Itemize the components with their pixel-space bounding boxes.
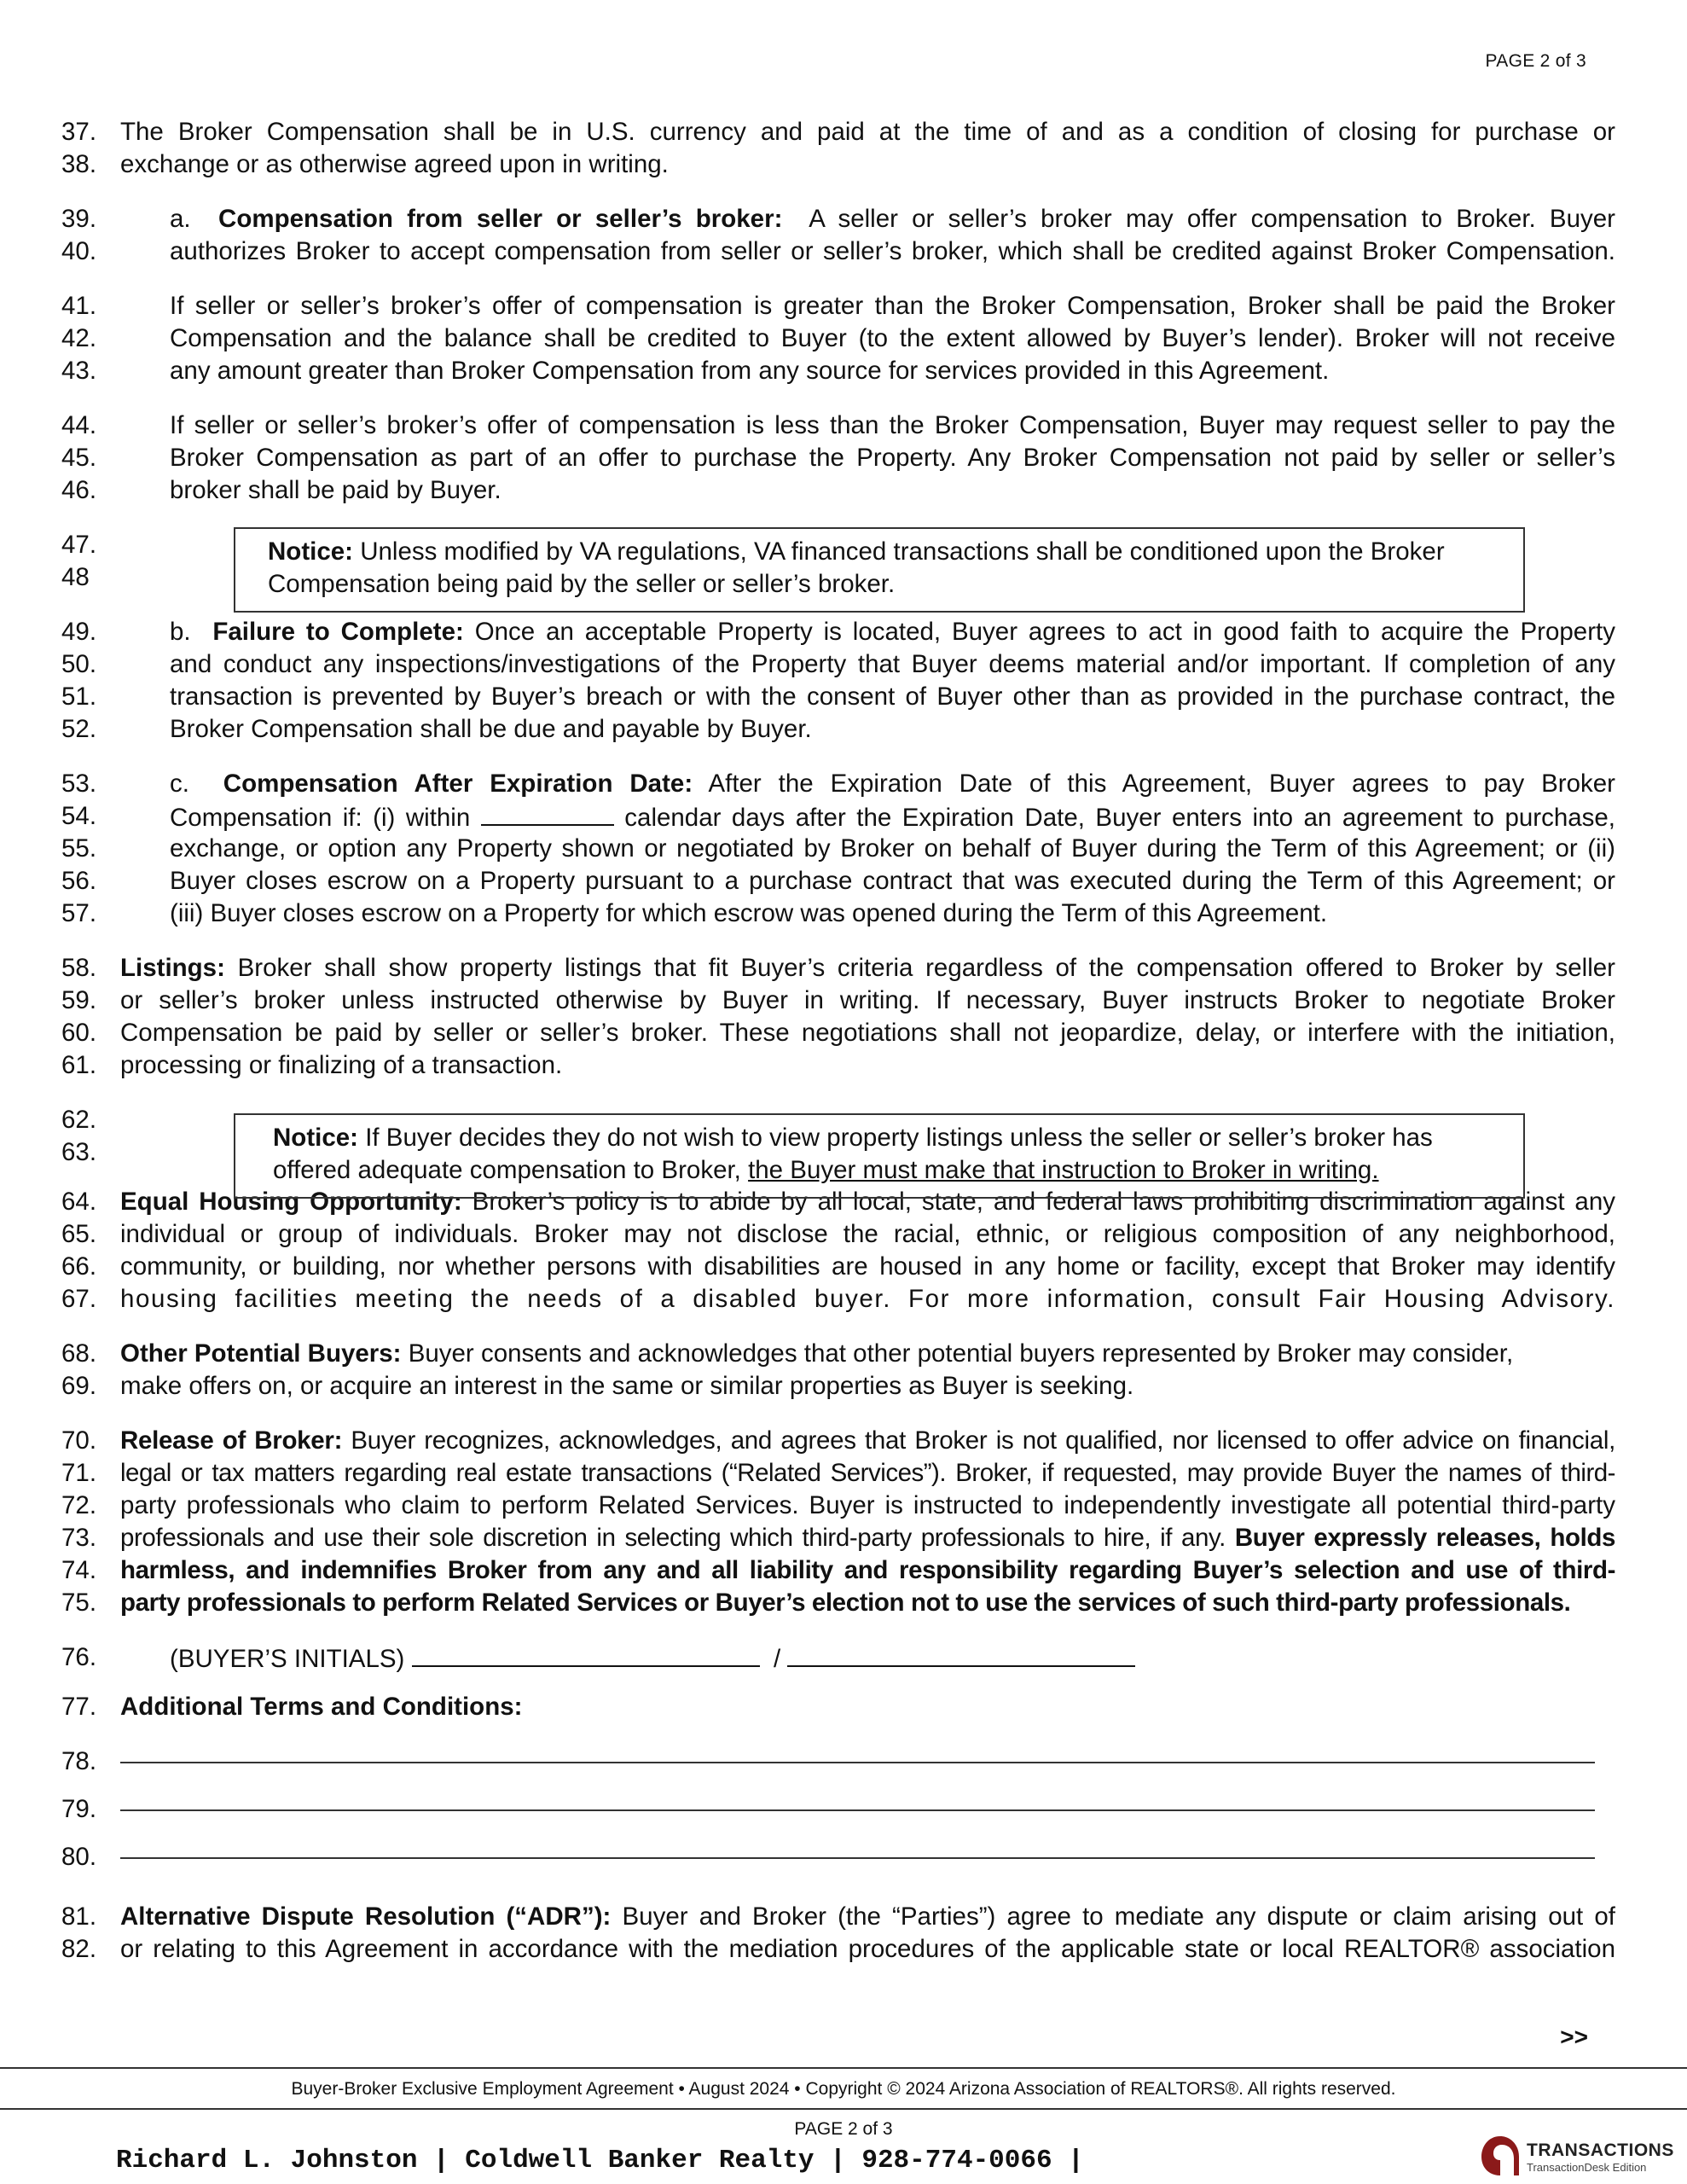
line-text: b. Failure to Complete: Once an acceptable Property is located, Buyer agrees to act in good faith to acquire the Property	[170, 618, 1615, 646]
line-69	[0, 1370, 1687, 1403]
line-text: harmless, and indemnifies Broker from any and all liability and responsibility regarding Buyer’s selection and use of third-	[120, 1556, 1615, 1584]
clause-heading: Compensation After Expiration Date:	[223, 770, 693, 798]
line-text: or seller’s broker unless instructed otherwise by Buyer in writing. If necessary, Buyer instructs Broker to negotiate Broker	[120, 986, 1615, 1014]
line-text: or relating to this Agreement in accordance with the mediation procedures of the applicable state or local REALTOR® association	[120, 1935, 1615, 1963]
line-text: Broker Compensation as part of an offer to purchase the Property. Any Broker Compensation not paid by seller or seller’s	[170, 444, 1615, 472]
line-number: 54.	[61, 802, 97, 830]
logo-brand: TRANSACTIONS	[1527, 2140, 1674, 2160]
section-heading: Release of Broker:	[120, 1426, 343, 1455]
line-79	[0, 1788, 1687, 1836]
line-57	[0, 897, 1687, 930]
transactions-logo	[1480, 2133, 1684, 2180]
line-45	[0, 442, 1687, 474]
footer-copyright: Buyer-Broker Exclusive Employment Agreement • August 2024 • Copyright © 2024 Arizona Association of REALTORS®. All rights reserved.	[291, 2079, 1396, 2099]
line-text: The Broker Compensation shall be in U.S. currency and paid at the time of and as a condition of closing for purchase or	[120, 118, 1615, 146]
line-text: processing or finalizing of a transaction.	[120, 1051, 563, 1079]
logo-edition: TransactionDesk Edition	[1527, 2161, 1647, 2174]
line-41	[0, 290, 1687, 322]
line-number: 45.	[61, 444, 97, 472]
line-text: c. Compensation After Expiration Date: After the Expiration Date of this Agreement, Buyer agrees to pay Broker	[170, 770, 1615, 798]
line-text: exchange or as otherwise agreed upon in writing.	[120, 150, 669, 178]
clause-letter: b.	[170, 618, 191, 646]
line-number: 82.	[61, 1935, 97, 1963]
line-text: authorizes Broker to accept compensation from seller or seller’s broker, which shall be credited against Broker Compensation.	[170, 237, 1615, 265]
line-80	[0, 1836, 1687, 1884]
line-number: 42.	[61, 324, 97, 352]
line-number: 51.	[61, 682, 97, 711]
line-51	[0, 681, 1687, 713]
days-blank-field[interactable]	[481, 800, 614, 826]
line-52	[0, 713, 1687, 746]
line-44	[0, 410, 1687, 442]
line-53	[0, 768, 1687, 800]
additional-terms-line[interactable]	[120, 1857, 1595, 1859]
section-heading: Listings:	[120, 954, 225, 982]
line-number: 70.	[61, 1426, 97, 1455]
line-number: 79.	[61, 1795, 97, 1823]
line-82	[0, 1933, 1687, 1966]
line-number: 76.	[61, 1643, 97, 1671]
line-number: 55.	[61, 834, 97, 863]
page-number-bottom: PAGE 2 of 3	[794, 2119, 893, 2139]
page-number-top: PAGE 2 of 3	[1485, 51, 1586, 71]
line-number: 62.	[61, 1106, 97, 1134]
line-number: 60.	[61, 1019, 97, 1047]
continue-marker: >>	[1560, 2024, 1588, 2050]
line-text: housing facilities meeting the needs of a disabled buyer. For more information, consult Fair Housing Advisory.	[120, 1285, 1615, 1313]
line-text: Compensation and the balance shall be credited to Buyer (to the extent allowed by Buyer’s lender). Broker will not receive	[170, 324, 1615, 352]
line-number: 68.	[61, 1339, 97, 1368]
line-text: party professionals to perform Related Services or Buyer’s election not to use the services of such third-party professionals.	[120, 1589, 1571, 1617]
line-46	[0, 474, 1687, 507]
line-75	[0, 1587, 1687, 1619]
line-66	[0, 1251, 1687, 1283]
buyer-initials-field-2[interactable]	[787, 1641, 1135, 1667]
buyer-initials-label: (BUYER’S INITIALS)	[170, 1645, 405, 1673]
line-49	[0, 616, 1687, 648]
line-number: 53.	[61, 770, 97, 798]
footer-divider	[0, 2108, 1687, 2110]
line-number: 63.	[61, 1138, 97, 1166]
line-60	[0, 1017, 1687, 1049]
line-text: and conduct any inspections/investigations of the Property that Buyer deems material and/or important. If completion of any	[170, 650, 1615, 678]
underlined-instruction: the Buyer must make that instruction to Broker in writing.	[748, 1156, 1379, 1184]
va-notice-box: Notice: Unless modified by VA regulations, VA financed transactions shall be conditioned upon the Broker Compensation being paid by the seller or seller’s broker.	[234, 527, 1525, 613]
line-number: 81.	[61, 1902, 97, 1931]
line-70	[0, 1425, 1687, 1457]
line-number: 71.	[61, 1459, 97, 1487]
line-number: 69.	[61, 1372, 97, 1400]
transactions-logo-icon	[1480, 2135, 1521, 2177]
line-39	[0, 203, 1687, 235]
additional-terms-line[interactable]	[120, 1809, 1595, 1811]
line-58	[0, 952, 1687, 985]
line-text: Buyer closes escrow on a Property pursuant to a purchase contract that was executed during the Term of this Agreement; or	[170, 867, 1615, 895]
clause-heading: Compensation from seller or seller’s broker:	[218, 205, 783, 233]
line-74	[0, 1554, 1687, 1587]
line-number: 72.	[61, 1491, 97, 1519]
line-number: 75.	[61, 1589, 97, 1617]
line-38	[0, 148, 1687, 181]
line-42	[0, 322, 1687, 355]
line-text: exchange, or option any Property shown or negotiated by Broker on behalf of Buyer during the Term of this Agreement; or (ii)	[170, 834, 1615, 863]
line-text: Listings: Broker shall show property listings that fit Buyer’s criteria regardless of the compensation offered to Broker by seller	[120, 954, 1615, 982]
line-text: Compensation if: (i) within calendar days after the Expiration Date, Buyer enters into an agreement to purchase,	[170, 800, 1615, 833]
line-text: If seller or seller’s broker’s offer of compensation is less than the Broker Compensation, Buyer may request seller to pay the	[170, 411, 1615, 439]
line-text: party professionals who claim to perform Related Services. Buyer is instructed to independently investigate all potential third-party	[120, 1491, 1615, 1519]
line-77	[0, 1691, 1687, 1723]
line-73	[0, 1522, 1687, 1554]
line-number: 65.	[61, 1220, 97, 1248]
line-number: 58.	[61, 954, 97, 982]
line-text: Other Potential Buyers: Buyer consents and acknowledges that other potential buyers represented by Broker may consider,	[120, 1339, 1514, 1368]
line-number: 48	[61, 563, 90, 591]
line-text: broker shall be paid by Buyer.	[170, 476, 501, 504]
line-55	[0, 833, 1687, 865]
line-number: 46.	[61, 476, 97, 504]
line-number: 59.	[61, 986, 97, 1014]
line-number: 64.	[61, 1188, 97, 1216]
line-number: 66.	[61, 1252, 97, 1281]
line-number: 41.	[61, 292, 97, 320]
line-text: professionals and use their sole discretion in selecting which third-party professionals to hire, if any. Buyer expressly releases, holds	[120, 1524, 1615, 1552]
clause-letter: a.	[170, 205, 191, 233]
line-37	[0, 116, 1687, 148]
buyer-initials-field-1[interactable]	[412, 1641, 760, 1667]
line-number: 78.	[61, 1747, 97, 1775]
additional-terms-line[interactable]	[120, 1762, 1595, 1763]
line-40	[0, 235, 1687, 268]
line-number: 47.	[61, 531, 97, 559]
line-text: individual or group of individuals. Broker may not disclose the racial, ethnic, or religious composition of any neighborhood,	[120, 1220, 1615, 1248]
line-text: Compensation be paid by seller or seller’s broker. These negotiations shall not jeopardize, delay, or interfere with the initiation,	[120, 1019, 1615, 1047]
line-text: Alternative Dispute Resolution (“ADR”): Buyer and Broker (the “Parties”) agree to mediate any dispute or claim arising out of	[120, 1902, 1615, 1931]
line-number: 74.	[61, 1556, 97, 1584]
line-number: 56.	[61, 867, 97, 895]
line-number: 37.	[61, 118, 97, 146]
section-heading: Alternative Dispute Resolution (“ADR”):	[120, 1902, 612, 1931]
line-number: 49.	[61, 618, 97, 646]
section-heading: Additional Terms and Conditions:	[120, 1693, 523, 1721]
line-number: 73.	[61, 1524, 97, 1552]
section-heading: Equal Housing Opportunity:	[120, 1188, 462, 1216]
footer-divider	[0, 2067, 1687, 2069]
line-text	[120, 1691, 1615, 1723]
notice-label: Notice:	[273, 1124, 358, 1152]
line-number: 52.	[61, 715, 97, 743]
line-43	[0, 355, 1687, 387]
line-76	[0, 1641, 1687, 1674]
line-59	[0, 985, 1687, 1017]
line-number: 44.	[61, 411, 97, 439]
line-text: make offers on, or acquire an interest in the same or similar properties as Buyer is seeking.	[120, 1372, 1134, 1400]
line-81	[0, 1901, 1687, 1933]
line-text: any amount greater than Broker Compensation from any source for services provided in this Agreement.	[170, 357, 1330, 385]
line-text: community, or building, nor whether persons with disabilities are housed in any home or facility, except that Broker may identify	[120, 1252, 1615, 1281]
line-text: Equal Housing Opportunity: Broker’s policy is to abide by all local, state, and federal laws prohibiting discrimination against any	[120, 1188, 1615, 1216]
line-number: 61.	[61, 1051, 97, 1079]
clause-letter: c.	[170, 770, 189, 798]
line-54	[0, 800, 1687, 833]
line-number: 40.	[61, 237, 97, 265]
line-56	[0, 865, 1687, 897]
line-number: 39.	[61, 205, 97, 233]
listings-notice-box: Notice: If Buyer decides they do not wish to view property listings unless the seller or seller’s broker has offered adequate compensation to Broker, the Buyer must make that instruction to Broker in writing.	[234, 1113, 1525, 1199]
line-text: Release of Broker: Buyer recognizes, acknowledges, and agrees that Broker is not qualified, nor licensed to offer advice on financial,	[120, 1426, 1615, 1455]
line-72	[0, 1490, 1687, 1522]
line-61	[0, 1049, 1687, 1082]
line-68	[0, 1338, 1687, 1370]
line-71	[0, 1457, 1687, 1490]
line-number: 80.	[61, 1843, 97, 1871]
line-number: 57.	[61, 899, 97, 927]
line-number: 43.	[61, 357, 97, 385]
line-number: 38.	[61, 150, 97, 178]
section-heading: Other Potential Buyers:	[120, 1339, 402, 1368]
line-65	[0, 1218, 1687, 1251]
line-text: a. Compensation from seller or seller’s broker: A seller or seller’s broker may offer compensation to Broker. Buyer	[170, 205, 1615, 233]
agreement-body	[0, 116, 1687, 1966]
line-number: 50.	[61, 650, 97, 678]
line-50	[0, 648, 1687, 681]
line-67	[0, 1283, 1687, 1316]
line-number: 77.	[61, 1693, 97, 1721]
line-text: (iii) Buyer closes escrow on a Property for which escrow was opened during the Term of this Agreement.	[170, 899, 1328, 927]
agent-info: Richard L. Johnston | Coldwell Banker Realty | 928-774-0066 |	[116, 2146, 1084, 2175]
notice-label: Notice:	[268, 537, 353, 566]
line-text: Broker Compensation shall be due and payable by Buyer.	[170, 715, 812, 743]
line-text: legal or tax matters regarding real estate transactions (“Related Services”). Broker, if requested, may provide Buyer the names of third-	[120, 1459, 1615, 1487]
line-text: If seller or seller’s broker’s offer of compensation is greater than the Broker Compensation, Broker shall be paid the Broker	[170, 292, 1615, 320]
line-78	[0, 1740, 1687, 1788]
line-number: 67.	[61, 1285, 97, 1313]
line-text: (BUYER’S INITIALS) /	[170, 1641, 1615, 1674]
clause-heading: Failure to Complete:	[212, 618, 464, 646]
line-text: transaction is prevented by Buyer’s breach or with the consent of Buyer other than as provided in the purchase contract, the	[170, 682, 1615, 711]
